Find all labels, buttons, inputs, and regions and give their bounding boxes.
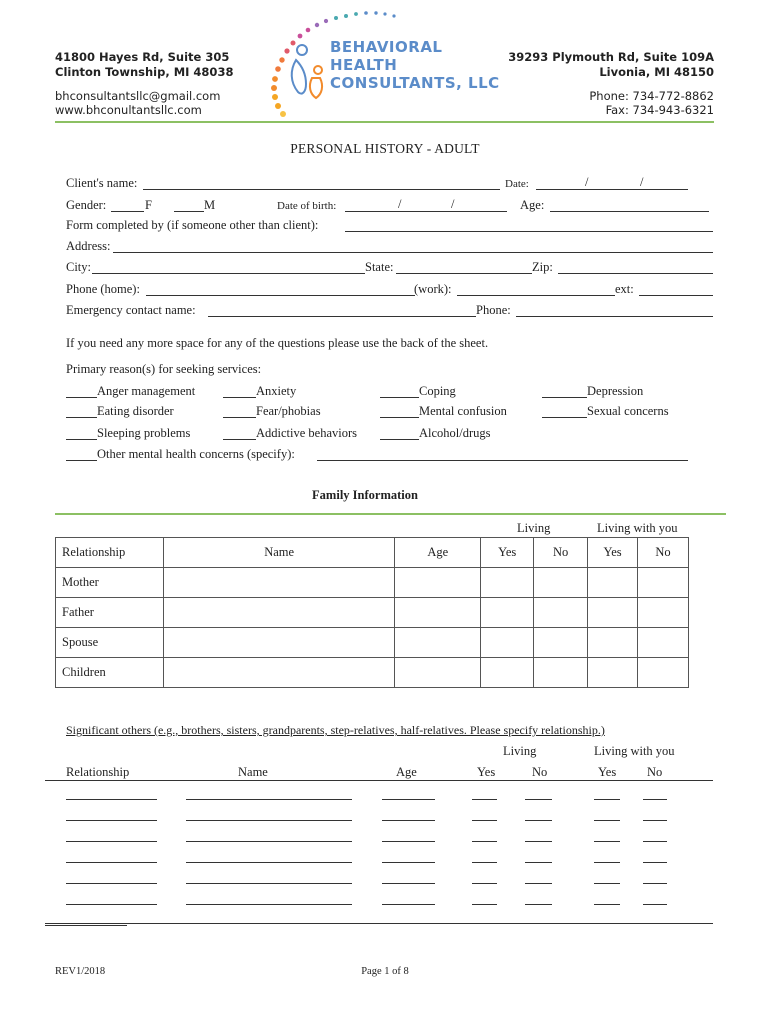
primary-reasons-label: Primary reason(s) for seeking services: — [66, 362, 262, 376]
family-with-you-yes-cell[interactable] — [588, 598, 638, 628]
header-divider — [55, 121, 714, 123]
significant-living-yes-field[interactable] — [472, 841, 497, 842]
family-living-yes-cell[interactable] — [481, 598, 534, 628]
family-table — [55, 537, 689, 688]
reason-other-field[interactable] — [66, 460, 97, 461]
completed-by-label: Form completed by (if someone other than client): — [66, 218, 319, 232]
city-field[interactable] — [92, 273, 365, 274]
address-label: Address: — [66, 239, 111, 253]
significant-living-yes-field[interactable] — [472, 904, 497, 905]
significant-name-field[interactable] — [186, 904, 352, 905]
age-label: Age: — [520, 198, 545, 212]
family-divider — [55, 513, 726, 515]
date-field[interactable] — [536, 189, 688, 190]
significant-with-you-yes-field[interactable] — [594, 883, 620, 884]
significant-living-no-field[interactable] — [525, 904, 552, 905]
significant-age-field[interactable] — [382, 904, 435, 905]
family-col-relationship: Relationship — [56, 538, 164, 568]
family-row-mother — [56, 568, 689, 598]
reason-confusion-field[interactable] — [380, 417, 419, 418]
significant-with-you-no-field[interactable] — [643, 862, 667, 863]
fax: Fax: 734-943-6321 — [605, 103, 714, 117]
family-col-name: Name — [163, 538, 394, 568]
reason-addictive-label: Addictive behaviors — [256, 426, 358, 440]
state-label: State: — [365, 260, 394, 274]
family-row-father — [56, 598, 689, 628]
reason-addictive-field[interactable] — [223, 439, 256, 440]
clients-name-label: Client's name: — [66, 176, 138, 190]
significant-relationship-field[interactable] — [66, 820, 157, 821]
emergency-phone-label: Phone: — [476, 303, 511, 317]
significant-relationship-field[interactable] — [66, 883, 157, 884]
emergency-label: Emergency contact name: — [66, 303, 196, 317]
logo-line-1: BEHAVIORAL — [330, 38, 443, 56]
family-with-you-yes-cell[interactable] — [588, 658, 638, 688]
left-address-line-1: 41800 Hayes Rd, Suite 305 — [55, 50, 230, 64]
significant-relationship-field[interactable] — [66, 799, 157, 800]
significant-relationship-field[interactable] — [66, 841, 157, 842]
family-with-you-yes-cell[interactable] — [588, 568, 638, 598]
significant-col-relationship: Relationship — [66, 765, 130, 779]
significant-living-no-field[interactable] — [525, 820, 552, 821]
left-address-line-2: Clinton Township, MI 48038 — [55, 65, 234, 79]
family-with-you-no-cell[interactable] — [638, 568, 689, 598]
family-row-children — [56, 658, 689, 688]
website: www.bhconultantsllc.com — [55, 103, 202, 117]
family-row-label: Children — [56, 658, 164, 688]
family-living-no-cell[interactable] — [534, 628, 588, 658]
reason-anxiety-label: Anxiety — [256, 384, 297, 398]
family-with-you-yes-cell[interactable] — [588, 628, 638, 658]
ext-label: ext: — [615, 282, 634, 296]
family-col-with-you-no: No — [638, 538, 689, 568]
significant-col-name: Name — [238, 765, 268, 779]
family-name-cell[interactable] — [163, 628, 394, 658]
family-col-living-yes: Yes — [481, 538, 534, 568]
family-row-label: Father — [56, 598, 164, 628]
reason-fear-label: Fear/phobias — [256, 404, 321, 418]
significant-header-rule — [45, 780, 713, 781]
significant-name-field[interactable] — [186, 799, 352, 800]
more-space-note: If you need any more space for any of the questions please use the back of the sheet. — [66, 336, 489, 350]
age-field[interactable] — [550, 211, 709, 212]
significant-bottom-stub — [45, 925, 127, 926]
family-living-header: Living — [517, 521, 551, 535]
family-age-cell[interactable] — [395, 598, 481, 628]
reason-coping-label: Coping — [419, 384, 456, 398]
date-slash-1: / — [585, 175, 589, 189]
significant-col-living-no: No — [532, 765, 548, 779]
work-label: (work): — [414, 282, 452, 296]
reason-coping-field[interactable] — [380, 397, 419, 398]
significant-age-field[interactable] — [382, 841, 435, 842]
family-living-with-you-header: Living with you — [597, 521, 678, 535]
significant-living-yes-field[interactable] — [472, 883, 497, 884]
reason-anxiety-field[interactable] — [223, 397, 256, 398]
phone: Phone: 734-772-8862 — [589, 89, 714, 103]
family-age-cell[interactable] — [395, 658, 481, 688]
family-living-no-cell[interactable] — [534, 598, 588, 628]
email: bhconsultantsllc@gmail.com — [55, 89, 221, 103]
family-name-cell[interactable] — [163, 598, 394, 628]
right-address-line-2: Livonia, MI 48150 — [599, 65, 714, 79]
significant-living-header: Living — [503, 744, 537, 758]
significant-living-no-field[interactable] — [525, 799, 552, 800]
significant-living-yes-field[interactable] — [472, 820, 497, 821]
significant-col-living-yes: Yes — [477, 765, 496, 779]
reason-other-specify-field[interactable] — [317, 460, 688, 461]
family-row-label: Mother — [56, 568, 164, 598]
significant-relationship-field[interactable] — [66, 904, 157, 905]
significant-title: Significant others (e.g., brothers, sisters, grandparents, step-relatives, half-relatives. Please specify relationship.) — [66, 723, 605, 737]
significant-living-yes-field[interactable] — [472, 862, 497, 863]
significant-living-no-field[interactable] — [525, 841, 552, 842]
family-row-label: Spouse — [56, 628, 164, 658]
significant-age-field[interactable] — [382, 820, 435, 821]
family-living-yes-cell[interactable] — [481, 568, 534, 598]
reason-eating-field[interactable] — [66, 417, 97, 418]
emergency-phone-field[interactable] — [516, 316, 713, 317]
significant-with-you-yes-field[interactable] — [594, 841, 620, 842]
family-living-no-cell[interactable] — [534, 568, 588, 598]
gender-female-field[interactable] — [111, 211, 144, 212]
reason-depression-field[interactable] — [542, 397, 587, 398]
family-header-row — [56, 538, 689, 568]
significant-relationship-field[interactable] — [66, 862, 157, 863]
reason-sleeping-field[interactable] — [66, 439, 97, 440]
address-field[interactable] — [113, 252, 713, 253]
dob-label: Date of birth: — [277, 200, 337, 212]
family-living-yes-cell[interactable] — [481, 628, 534, 658]
form-title: PERSONAL HISTORY - ADULT — [290, 141, 480, 156]
revision-label: REV1/2018 — [55, 966, 106, 977]
significant-name-field[interactable] — [186, 862, 352, 863]
family-age-cell[interactable] — [395, 628, 481, 658]
dob-slash-1: / — [398, 197, 402, 211]
reason-sexual-field[interactable] — [542, 417, 587, 418]
reason-anger-label: Anger management — [97, 384, 196, 398]
family-col-living-no: No — [534, 538, 588, 568]
right-address-line-1: 39293 Plymouth Rd, Suite 109A — [508, 50, 714, 64]
phone-home-label: Phone (home): — [66, 282, 140, 296]
gender-male-field[interactable] — [174, 211, 204, 212]
dob-field[interactable] — [345, 211, 507, 212]
reason-sexual-label: Sexual concerns — [587, 404, 669, 418]
date-label: Date: — [505, 178, 529, 190]
significant-with-you-no-field[interactable] — [643, 883, 667, 884]
ext-field[interactable] — [639, 295, 713, 296]
gender-female-label: F — [145, 198, 152, 212]
state-field[interactable] — [396, 273, 532, 274]
page-number: Page 1 of 8 — [361, 966, 409, 977]
gender-label: Gender: — [66, 198, 107, 212]
reason-alcohol-field[interactable] — [380, 439, 419, 440]
date-slash-2: / — [640, 175, 644, 189]
significant-name-field[interactable] — [186, 883, 352, 884]
significant-with-you-no-field[interactable] — [643, 799, 667, 800]
dob-slash-2: / — [451, 197, 455, 211]
logo-line-2: HEALTH — [330, 56, 398, 74]
reason-confusion-label: Mental confusion — [419, 404, 507, 418]
reason-other-label: Other mental health concerns (specify): — [97, 447, 295, 461]
family-title: Family Information — [312, 488, 418, 502]
significant-living-no-field[interactable] — [525, 883, 552, 884]
family-living-yes-cell[interactable] — [481, 658, 534, 688]
phone-home-field[interactable] — [146, 295, 415, 296]
family-age-cell[interactable] — [395, 568, 481, 598]
family-with-you-no-cell[interactable] — [638, 598, 689, 628]
completed-by-field[interactable] — [345, 231, 713, 232]
significant-col-age: Age — [396, 765, 417, 779]
reason-depression-label: Depression — [587, 384, 644, 398]
significant-age-field[interactable] — [382, 883, 435, 884]
significant-with-you-yes-field[interactable] — [594, 799, 620, 800]
significant-with-you-no-field[interactable] — [643, 820, 667, 821]
family-col-with-you-yes: Yes — [588, 538, 638, 568]
significant-with-you-yes-field[interactable] — [594, 862, 620, 863]
reason-fear-field[interactable] — [223, 417, 256, 418]
zip-label: Zip: — [532, 260, 553, 274]
city-label: City: — [66, 260, 92, 274]
significant-bottom-rule — [45, 923, 713, 924]
significant-age-field[interactable] — [382, 862, 435, 863]
logo-figures-icon — [292, 45, 322, 98]
family-col-age: Age — [395, 538, 481, 568]
family-living-no-cell[interactable] — [534, 658, 588, 688]
significant-col-with-you-yes: Yes — [598, 765, 617, 779]
significant-with-you-no-field[interactable] — [643, 904, 667, 905]
significant-name-field[interactable] — [186, 841, 352, 842]
logo-wordmark — [330, 38, 500, 92]
emergency-name-field[interactable] — [208, 316, 476, 317]
family-name-cell[interactable] — [163, 568, 394, 598]
family-name-cell[interactable] — [163, 658, 394, 688]
clients-name-field[interactable] — [143, 189, 500, 190]
family-with-you-no-cell[interactable] — [638, 658, 689, 688]
significant-age-field[interactable] — [382, 799, 435, 800]
zip-field[interactable] — [558, 273, 713, 274]
gender-male-label: M — [204, 198, 216, 212]
family-row-spouse — [56, 628, 689, 658]
logo-line-3: CONSULTANTS, LLC — [330, 74, 500, 92]
significant-living-no-field[interactable] — [525, 862, 552, 863]
phone-work-field[interactable] — [457, 295, 615, 296]
significant-with-you-no-field[interactable] — [643, 841, 667, 842]
significant-with-you-yes-field[interactable] — [594, 820, 620, 821]
significant-name-field[interactable] — [186, 820, 352, 821]
significant-col-with-you-no: No — [647, 765, 663, 779]
reason-eating-label: Eating disorder — [97, 404, 174, 418]
reason-anger-field[interactable] — [66, 397, 97, 398]
reason-sleeping-label: Sleeping problems — [97, 426, 191, 440]
family-with-you-no-cell[interactable] — [638, 628, 689, 658]
significant-with-you-yes-field[interactable] — [594, 904, 620, 905]
significant-living-with-you-header: Living with you — [594, 744, 675, 758]
significant-living-yes-field[interactable] — [472, 799, 497, 800]
reason-alcohol-label: Alcohol/drugs — [419, 426, 491, 440]
